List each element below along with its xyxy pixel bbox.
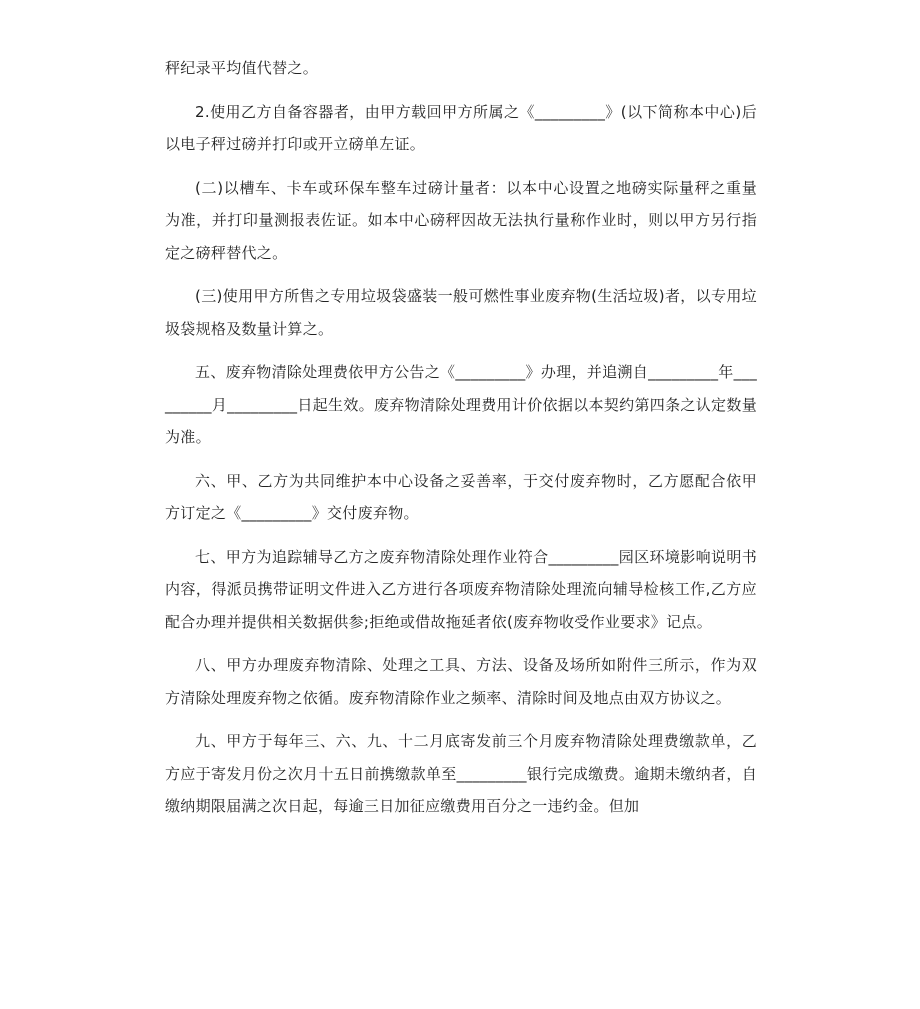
paragraph-item-2: 2.使用乙方自备容器者，由甲方载回甲方所属之《_________》(以下简称本中心)后以电子秤过磅并打印或开立磅单左证。 <box>165 102 757 153</box>
paragraph-subsection-3: (三)使用甲方所售之专用垃圾袋盛装一般可燃性事业废弃物(生活垃圾)者，以专用垃圾袋规格及数量计算之。 <box>165 287 757 338</box>
document-page <box>165 52 757 834</box>
paragraph-article-6: 六、甲、乙方为共同维护本中心设备之妥善率，于交付废弃物时，乙方愿配合依甲方订定之《_________》交付废弃物。 <box>165 471 757 522</box>
paragraph-article-8: 八、甲方办理废弃物清除、处理之工具、方法、设备及场所如附件三所示，作为双方清除处理废弃物之依循。废弃物清除作业之频率、清除时间及地点由双方协议之。 <box>165 656 757 707</box>
paragraph-subsection-2: (二)以槽车、卡车或环保车整车过磅计量者：以本中心设置之地磅实际量秤之重量为准，并打印量测报表佐证。如本中心磅秤因故无法执行量称作业时，则以甲方另行指定之磅秤替代之。 <box>165 178 757 262</box>
paragraph-continuation: 秤纪录平均值代替之。 <box>165 59 319 77</box>
paragraph-article-7: 七、甲方为追踪辅导乙方之废弃物清除处理作业符合_________园区环境影响说明书内容，得派员携带证明文件进入乙方进行各项废弃物清除处理流向辅导检核工作,乙方应配合办理并提供相关数据供参;拒绝或借故拖延者依(废弃物收受作业要求》记点。 <box>165 547 757 631</box>
paragraph-article-5: 五、废弃物清除处理费依甲方公告之《_________》办理，并追溯自_________年_________月_________日起生效。废弃物清除处理费用计价依据以本契约第四条之认定数量为准。 <box>165 363 757 446</box>
paragraph-article-9: 九、甲方于每年三、六、九、十二月底寄发前三个月废弃物清除处理费缴款单，乙方应于寄发月份之次月十五日前携缴款单至_________银行完成缴费。逾期未缴纳者，自缴纳期限届满之次日起，每逾三日加征应缴费用百分之一违约金。但加 <box>165 732 757 815</box>
